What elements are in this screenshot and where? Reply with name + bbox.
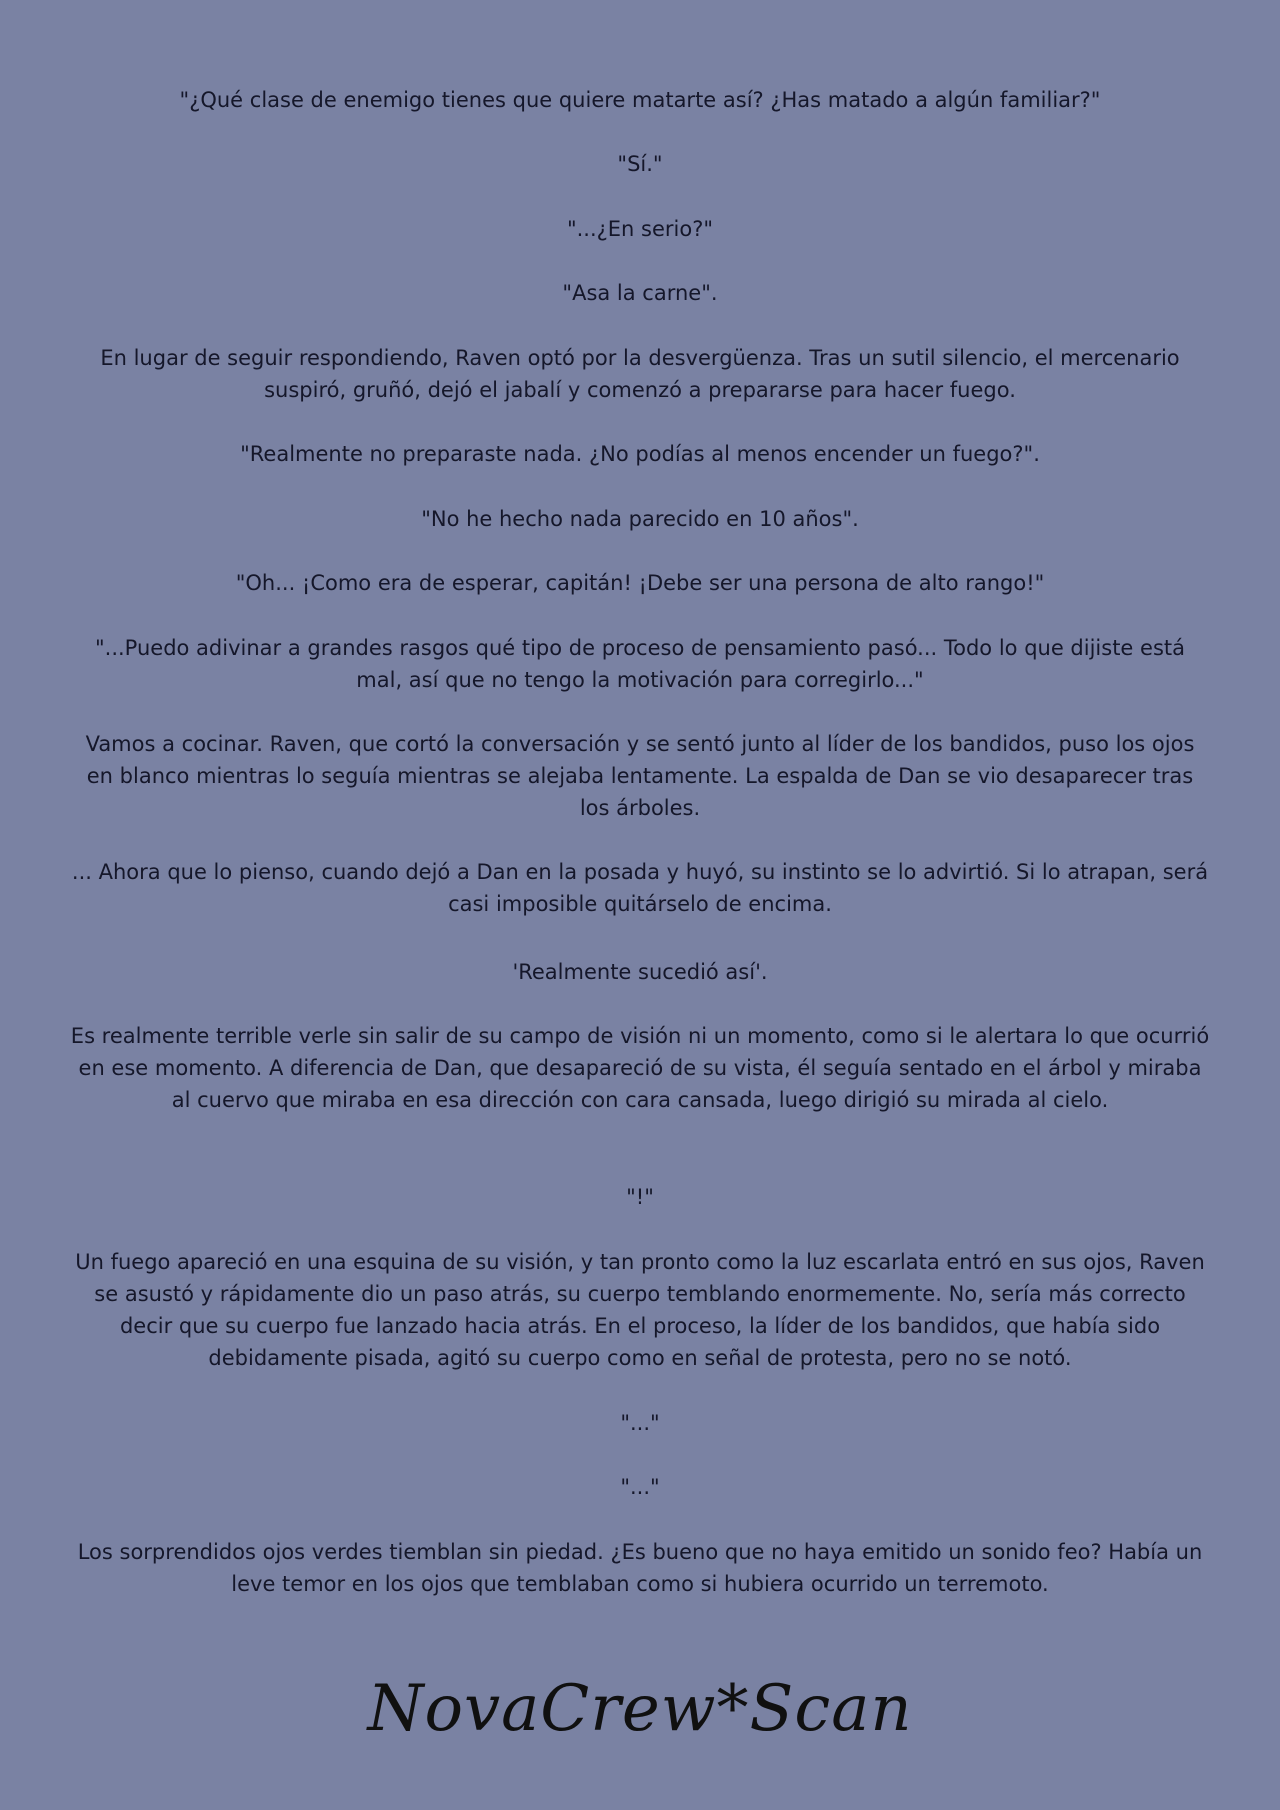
paragraph-6: "Realmente no preparaste nada. ¿No podías al menos encender un fuego?". (240, 442, 1040, 466)
paragraph-1: "¿Qué clase de enemigo tienes que quiere matarte así? ¿Has matado a algún familiar?" (179, 88, 1101, 112)
paragraph-11: ... Ahora que lo pienso, cuando dejó a Dan en la posada y huyó, su instinto se lo advirtió. Si lo atrapan, será casi imposible quitárselo de encima. (71, 860, 1209, 916)
paragraph-15: Un fuego apareció en una esquina de su visión, y tan pronto como la luz escarlata entró en sus ojos, Raven se asustó y rápidamente dio un paso atrás, su cuerpo temblando enormemente. No, sería más correcto decir que su cuerpo fue lanzado hacia atrás. En el proceso, la líder de los bandidos, que había sido debidamente pisada, agitó su cuerpo como en señal de protesta, pero no se notó. (75, 1250, 1205, 1370)
paragraph-5: En lugar de seguir respondiendo, Raven optó por la desvergüenza. Tras un sutil silencio, el mercenario suspiró, gruñó, dejó el jabalí y comenzó a prepararse para hacer fuego. (100, 346, 1180, 402)
paragraph-13: Es realmente terrible verle sin salir de su campo de visión ni un momento, como si le alertara lo que ocurrió en ese momento. A diferencia de Dan, que desapareció de su vista, él seguía sentado en el árbol y miraba al cuervo que miraba en esa dirección con cara cansada, luego dirigió su mirada al cielo. (70, 1024, 1210, 1112)
paragraph-12: 'Realmente sucedió así'. (512, 960, 768, 984)
paragraph-16: "..." (620, 1411, 660, 1435)
paragraph-2: "Sí." (617, 152, 663, 176)
paragraph-14: "!" (626, 1185, 654, 1209)
scanlation-signature (340, 1660, 940, 1770)
paragraph-3: "...¿En serio?" (566, 217, 714, 241)
paragraph-9: "...Puedo adivinar a grandes rasgos qué tipo de proceso de pensamiento pasó... Todo lo que dijiste está mal, así que no tengo la motivación para corregirlo..." (94, 636, 1185, 692)
paragraph-8: "Oh... ¡Como era de esperar, capitán! ¡Debe ser una persona de alto rango!" (235, 571, 1045, 595)
signature-logo (340, 1660, 940, 1770)
paragraph-4: "Asa la carne". (562, 281, 718, 305)
paragraph-7: "No he hecho nada parecido en 10 años". (421, 507, 859, 531)
paragraph-10: Vamos a cocinar. Raven, que cortó la conversación y se sentó junto al líder de los bandidos, puso los ojos en blanco mientras lo seguía mientras se alejaba lentamente. La espalda de Dan se vio desaparecer tras los árboles. (85, 732, 1195, 820)
paragraph-18: Los sorprendidos ojos verdes tiemblan sin piedad. ¿Es bueno que no haya emitido un sonido feo? Había un leve temor en los ojos que temblaban como si hubiera ocurrido un terremoto. (77, 1540, 1203, 1596)
paragraph-17: "..." (620, 1475, 660, 1499)
signature-text: NovaCrew*Scan (367, 1672, 913, 1746)
